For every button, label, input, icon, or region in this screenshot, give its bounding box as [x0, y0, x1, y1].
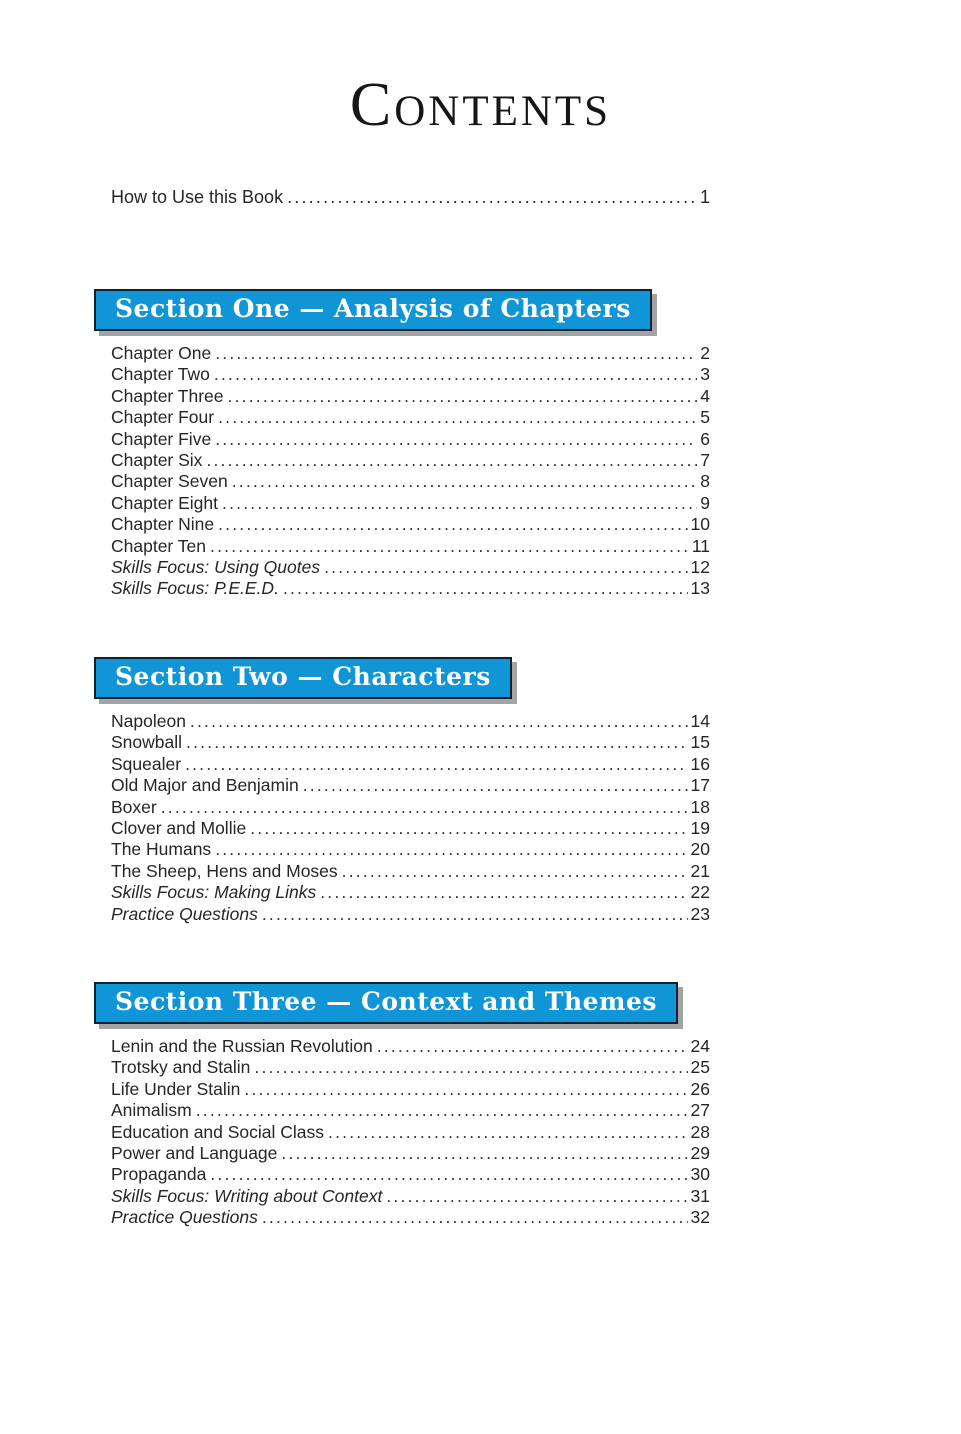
toc-entry-label: Old Major and Benjamin	[111, 775, 299, 796]
toc-entry-label: Skills Focus: Making Links	[111, 882, 317, 903]
toc-entry-page: 1	[699, 187, 710, 207]
toc-entry-page: 30	[690, 1164, 710, 1185]
toc-entry-label: Chapter Five	[111, 428, 212, 449]
toc-entry	[94, 904, 710, 925]
toc-entry	[94, 578, 710, 599]
toc-entry-page: 11	[691, 535, 710, 556]
toc-entry	[94, 407, 710, 428]
toc-entry-label: Chapter Six	[111, 450, 203, 471]
toc-entry-page: 10	[690, 514, 710, 535]
toc-entry-label: Propaganda	[111, 1164, 207, 1185]
dot-leader	[218, 407, 697, 428]
dot-leader	[342, 861, 688, 882]
toc-entry-page: 8	[700, 471, 710, 492]
toc-entry-page: 16	[690, 753, 710, 774]
toc-entry	[94, 861, 710, 882]
toc-entry-label: Skills Focus: Using Quotes	[111, 557, 321, 578]
toc-entry-page: 20	[690, 839, 710, 860]
dot-leader	[215, 343, 697, 364]
toc-entry-label: Chapter Two	[111, 364, 210, 385]
dot-leader	[161, 797, 688, 818]
toc-entry	[94, 493, 710, 514]
toc-entry-label: Power and Language	[111, 1142, 278, 1163]
section-two-entries	[94, 711, 710, 925]
toc-entry	[94, 818, 710, 839]
toc-entry-page: 4	[700, 385, 710, 406]
toc-entry	[94, 732, 710, 753]
toc-entry-label: Life Under Stalin	[111, 1078, 241, 1099]
dot-leader	[190, 711, 688, 732]
toc-entry	[94, 1207, 710, 1228]
toc-entry-page: 15	[690, 732, 710, 753]
toc-entry	[94, 536, 710, 557]
toc-entry	[94, 1100, 710, 1121]
toc-entry-page: 27	[690, 1100, 710, 1121]
toc-entry	[94, 343, 710, 364]
dot-leader	[281, 1143, 687, 1164]
table-of-contents	[94, 186, 710, 1229]
toc-entry-label: Lenin and the Russian Revolution	[111, 1035, 373, 1056]
toc-entry-label: Animalism	[111, 1100, 192, 1121]
section-two	[94, 657, 710, 925]
dot-leader	[250, 818, 687, 839]
toc-entry-label: The Sheep, Hens and Moses	[111, 860, 338, 881]
toc-entry-page: 28	[690, 1121, 710, 1142]
toc-entry-page: 9	[700, 492, 710, 513]
dot-leader	[244, 1079, 687, 1100]
dot-leader	[232, 471, 698, 492]
dot-leader	[283, 578, 688, 599]
toc-entry-label: Chapter Seven	[111, 471, 228, 492]
toc-entry-page: 13	[690, 578, 710, 599]
toc-entry-label: Education and Social Class	[111, 1121, 325, 1142]
toc-entry-label: Chapter Four	[111, 407, 215, 428]
toc-entry-page: 22	[690, 882, 710, 903]
toc-entry-page: 12	[690, 557, 710, 578]
toc-entry	[94, 1057, 710, 1078]
toc-entry	[94, 450, 710, 471]
page-title: Contents	[349, 71, 612, 139]
toc-entry-page: 29	[690, 1142, 710, 1163]
dot-leader	[218, 514, 687, 535]
section-three	[94, 982, 710, 1229]
dot-leader	[222, 493, 697, 514]
toc-entry-page: 19	[690, 817, 710, 838]
toc-entry-label: Chapter One	[111, 343, 212, 363]
dot-leader	[228, 386, 698, 407]
toc-entry	[94, 471, 710, 492]
toc-entry-page: 24	[690, 1035, 710, 1056]
dot-leader	[215, 839, 687, 860]
section-one-header	[94, 289, 652, 331]
toc-entry	[94, 1036, 710, 1057]
dot-leader	[262, 904, 688, 925]
toc-entry	[94, 386, 710, 407]
toc-entry-label: Practice Questions	[111, 903, 258, 924]
toc-entry-page: 23	[690, 903, 710, 924]
toc-entry-label: Chapter Ten	[111, 535, 207, 556]
toc-entry	[94, 557, 710, 578]
toc-entry-page: 5	[700, 407, 710, 428]
toc-entry-page: 7	[700, 450, 710, 471]
toc-entry-page: 31	[690, 1185, 710, 1206]
contents-page	[0, 71, 961, 1229]
toc-entry-label: The Humans	[111, 839, 212, 860]
toc-entry	[94, 882, 710, 903]
toc-entry	[94, 797, 710, 818]
dot-leader	[320, 882, 687, 903]
toc-entry-page: 25	[690, 1057, 710, 1078]
toc-entry-label: How to Use this Book	[111, 187, 284, 207]
section-heading-text: Section Three — Context and Themes	[115, 986, 657, 1016]
dot-leader	[328, 1122, 687, 1143]
toc-entry-label: Napoleon	[111, 710, 186, 731]
toc-entry-page: 17	[690, 775, 710, 796]
toc-entry-page: 26	[690, 1078, 710, 1099]
toc-entry-label: Skills Focus: P.E.E.D.	[111, 578, 279, 599]
dot-leader	[210, 536, 689, 557]
toc-entry	[94, 775, 710, 796]
toc-entry-page: 2	[700, 343, 710, 363]
dot-leader	[214, 364, 697, 385]
toc-entry	[94, 1186, 710, 1207]
toc-entry	[94, 839, 710, 860]
dot-leader	[254, 1057, 687, 1078]
dot-leader	[324, 557, 687, 578]
toc-entry	[94, 186, 710, 208]
toc-entry-page: 6	[700, 428, 710, 449]
toc-entry	[94, 1079, 710, 1100]
toc-entry-page: 14	[690, 710, 710, 731]
dot-leader	[185, 754, 687, 775]
section-one-entries	[94, 343, 710, 600]
toc-entry	[94, 514, 710, 535]
toc-entry-label: Practice Questions	[111, 1207, 258, 1228]
toc-entry-label: Trotsky and Stalin	[111, 1057, 251, 1078]
section-three-entries	[94, 1036, 710, 1229]
toc-entry	[94, 1143, 710, 1164]
toc-entry	[94, 1122, 710, 1143]
dot-leader	[303, 775, 688, 796]
toc-entry	[94, 711, 710, 732]
dot-leader	[186, 732, 688, 753]
toc-entry-page: 21	[690, 860, 710, 881]
toc-entry-label: Chapter Nine	[111, 514, 215, 535]
dot-leader	[196, 1100, 688, 1121]
section-heading-text: Section Two — Characters	[115, 661, 491, 691]
toc-entry-label: Chapter Three	[111, 385, 224, 406]
toc-entry-label: Chapter Eight	[111, 492, 219, 513]
toc-entry	[94, 364, 710, 385]
section-two-header	[94, 657, 512, 699]
toc-entry-label: Boxer	[111, 796, 157, 817]
toc-entry-label: Snowball	[111, 732, 183, 753]
toc-entry	[94, 754, 710, 775]
toc-entry-page: 18	[690, 796, 710, 817]
toc-entry-label: Clover and Mollie	[111, 817, 247, 838]
toc-entry-page: 3	[700, 364, 710, 385]
toc-entry-page: 32	[690, 1207, 710, 1228]
dot-leader	[215, 429, 697, 450]
dot-leader	[386, 1186, 687, 1207]
toc-entry	[94, 1164, 710, 1185]
toc-entry	[94, 429, 710, 450]
dot-leader	[287, 186, 697, 208]
dot-leader	[377, 1036, 688, 1057]
dot-leader	[206, 450, 697, 471]
dot-leader	[262, 1207, 688, 1228]
toc-entry-label: Squealer	[111, 753, 182, 774]
toc-entry-label: Skills Focus: Writing about Context	[111, 1185, 383, 1206]
section-one	[94, 289, 710, 600]
dot-leader	[210, 1164, 687, 1185]
section-three-header	[94, 982, 678, 1024]
section-heading-text: Section One — Analysis of Chapters	[115, 294, 631, 323]
